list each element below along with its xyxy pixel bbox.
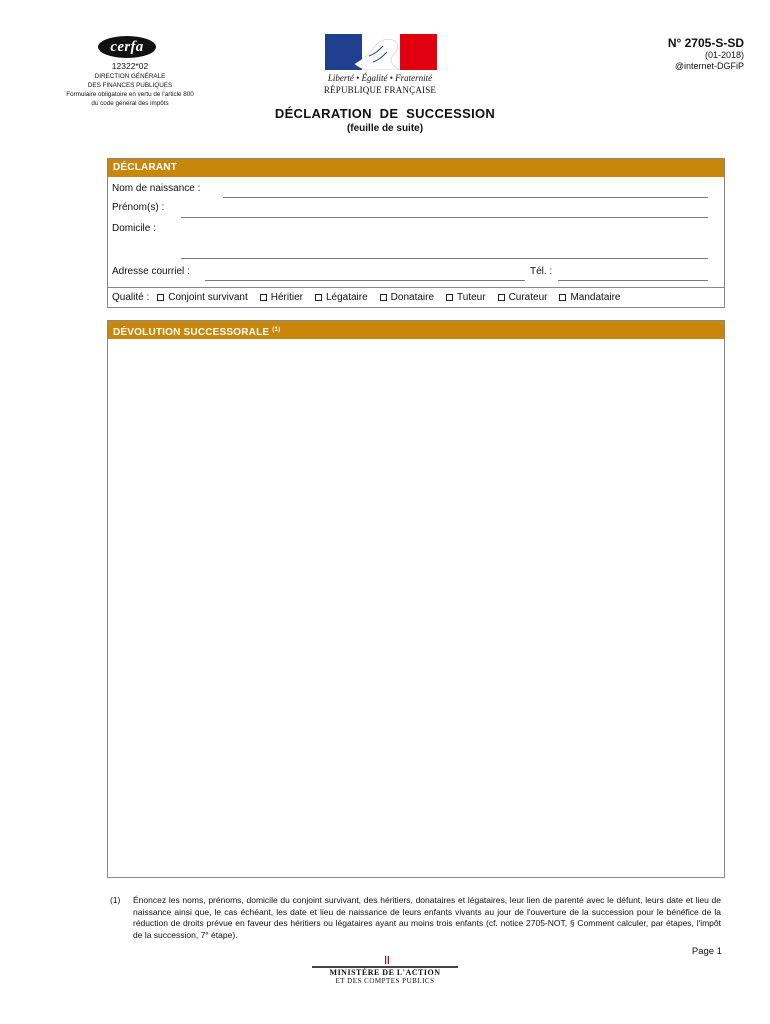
qualite-row <box>108 287 724 307</box>
page-subtitle: (feuille de suite) <box>346 123 424 134</box>
checkbox-curateur[interactable] <box>498 292 548 303</box>
cerfa-number: 12322*02 <box>111 61 149 71</box>
form-number: N° 2705-S-SD <box>667 36 744 50</box>
page-title: DÉCLARATION DE SUCCESSION <box>274 106 496 121</box>
republic-motto: Liberté • Égalité • Fraternité <box>327 73 433 83</box>
footnote-number: (1) <box>110 895 121 905</box>
form-date: (01-2018) <box>704 50 744 60</box>
checkbox-label: Curateur <box>508 292 548 303</box>
prenom-label: Prénom(s) : <box>112 202 165 213</box>
prenom-field[interactable] <box>181 217 708 218</box>
courriel-field[interactable] <box>205 280 525 281</box>
checkbox-mandataire[interactable] <box>559 292 620 303</box>
dgfip-line: Formulaire obligatoire en vertu de l'article 800 <box>66 91 194 98</box>
checkbox-label: Héritier <box>270 292 303 303</box>
devolution-section <box>107 320 725 878</box>
checkbox-icon[interactable] <box>559 294 566 301</box>
footnote-text: Énoncez les noms, prénoms, domicile du conjoint survivant, des héritiers, donataires et légataires, leur lien de parenté avec le défunt, leurs date et lieu de naissance ainsi que, le cas échéant, les date et lieu de naissance de leurs enfants vivants au jour de l'ouverture de la succession pour le bénéfice de la réduction de droits prévue en faveur des héritiers ou légataires ayant au moins trois enfants (cf. notice 2705-NOT, § Comment calculer, par étapes, l'impôt de la succession, 7° étape). <box>133 895 721 940</box>
checkbox-tuteur[interactable] <box>446 292 486 303</box>
checkbox-icon[interactable] <box>157 294 164 301</box>
checkbox-heritier[interactable] <box>260 292 303 303</box>
checkbox-conjoint-survivant[interactable] <box>157 292 247 303</box>
devolution-header <box>108 321 724 339</box>
footnote-ref: (1) <box>272 327 281 333</box>
ministry-emblem-icon <box>385 956 389 964</box>
checkbox-icon[interactable] <box>446 294 453 301</box>
checkbox-icon[interactable] <box>380 294 387 301</box>
checkbox-label: Légataire <box>325 292 368 303</box>
checkbox-label: Donataire <box>390 292 435 303</box>
dgfip-line: du code général des impôts <box>91 100 169 107</box>
devolution-text-area[interactable] <box>108 339 724 877</box>
tel-label: Tél. : <box>530 266 553 277</box>
nom-field[interactable] <box>223 197 708 198</box>
declarant-section <box>107 158 725 308</box>
nom-label: Nom de naissance : <box>112 183 201 194</box>
checkbox-label: Conjoint survivant <box>168 292 248 303</box>
page-number: Page 1 <box>691 946 722 957</box>
declarant-header: DÉCLARANT <box>108 159 724 177</box>
checkbox-icon[interactable] <box>315 294 322 301</box>
form-reference: @internet-DGFiP <box>674 61 744 71</box>
checkbox-donataire[interactable] <box>380 292 434 303</box>
ministry-name-line1: MINISTÈRE DE L'ACTION <box>329 968 441 977</box>
tel-field[interactable] <box>558 280 708 281</box>
dgfip-line: DIRECTION GÉNÉRALE <box>94 73 166 80</box>
dgfip-block <box>30 72 230 108</box>
marianne-logo-icon <box>325 34 437 70</box>
checkbox-icon[interactable] <box>260 294 267 301</box>
courriel-label: Adresse courriel : <box>112 266 190 277</box>
domicile-label: Domicile : <box>112 223 156 234</box>
domicile-field[interactable] <box>181 258 708 259</box>
ministry-name-line2: ET DES COMPTES PUBLICS <box>335 977 435 985</box>
cerfa-logo: cerfa <box>98 36 156 58</box>
qualite-label: Qualité : <box>112 292 150 303</box>
devolution-header-label: DÉVOLUTION SUCCESSORALE <box>113 327 270 338</box>
checkbox-legataire[interactable] <box>315 292 368 303</box>
republic-name: RÉPUBLIQUE FRANÇAISE <box>323 85 437 95</box>
checkbox-label: Tuteur <box>457 292 486 303</box>
checkbox-icon[interactable] <box>498 294 505 301</box>
checkbox-label: Mandataire <box>570 292 621 303</box>
dgfip-line: DES FINANCES PUBLIQUES <box>87 82 173 89</box>
